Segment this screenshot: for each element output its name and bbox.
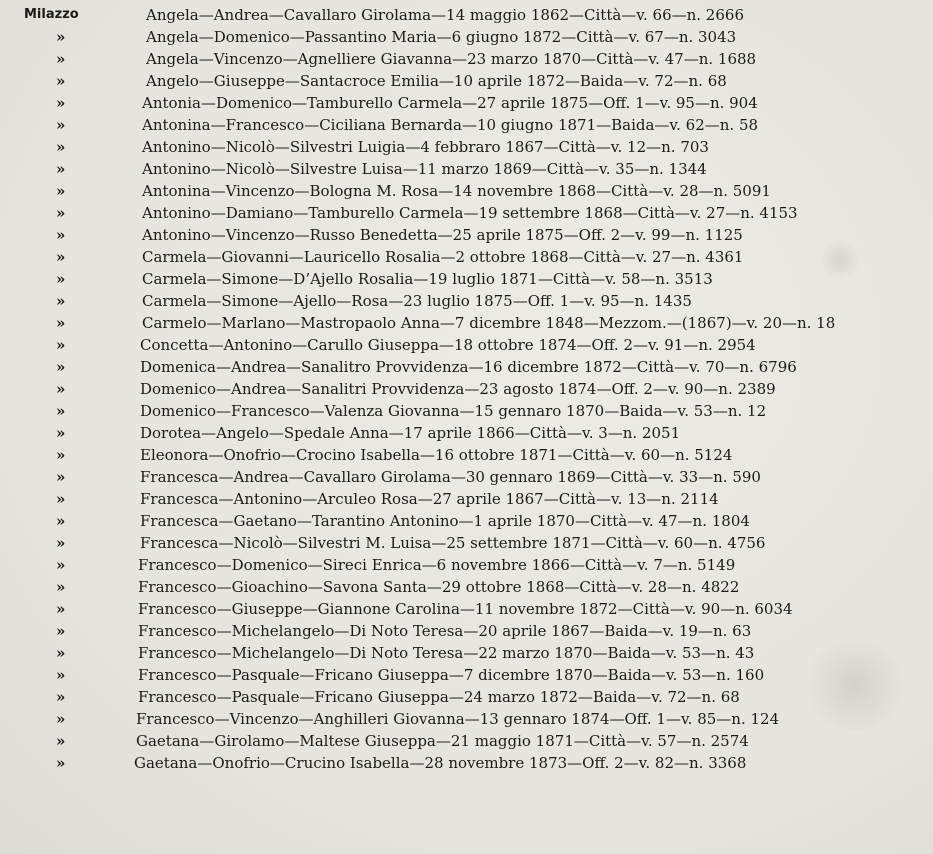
list-item [0, 686, 933, 708]
ditto-mark: » [56, 380, 66, 398]
ditto-mark: » [56, 468, 66, 486]
entry-text: Antonino—Vincenzo—Russo Benedetta—25 aprile 1875—Off. 2—v. 99—n. 1125 [142, 226, 743, 244]
list-item [0, 576, 933, 598]
list-item [0, 510, 933, 532]
entry-text: Carmelo—Marlano—Mastropaolo Anna—7 dicembre 1848—Mezzom.—(1867)—v. 20—n. 18 [142, 314, 836, 332]
ditto-mark: » [56, 28, 66, 46]
entry-text: Francesca—Antonino—Arculeo Rosa—27 aprile 1867—Città—v. 13—n. 2114 [140, 490, 719, 508]
entry-text: Gaetana—Onofrio—Crucino Isabella—28 novembre 1873—Off. 2—v. 82—n. 3368 [134, 754, 747, 772]
entry-text: Antonina—Vincenzo—Bologna M. Rosa—14 novembre 1868—Città—v. 28—n. 5091 [142, 182, 771, 200]
ditto-mark: » [56, 94, 66, 112]
surname-heading: Milazzo [24, 7, 79, 22]
ditto-mark: » [56, 732, 66, 750]
list-item [0, 26, 933, 48]
ditto-mark: » [56, 182, 66, 200]
ditto-mark: » [56, 644, 66, 662]
entry-text: Antonino—Damiano—Tamburello Carmela—19 settembre 1868—Città—v. 27—n. 4153 [142, 204, 798, 222]
entry-text: Antonino—Nicolò—Silvestre Luisa—11 marzo 1869—Città—v. 35—n. 1344 [142, 160, 707, 178]
list-item [0, 598, 933, 620]
entry-text: Antonia—Domenico—Tamburello Carmela—27 aprile 1875—Off. 1—v. 95—n. 904 [142, 94, 758, 112]
entry-text: Francesca—Nicolò—Silvestri M. Luisa—25 settembre 1871—Città—v. 60—n. 4756 [140, 534, 766, 552]
ditto-mark: » [56, 688, 66, 706]
entry-text: Domenica—Andrea—Sanalitro Provvidenza—16 dicembre 1872—Città—v. 70—n. 6796 [140, 358, 797, 376]
list-item [0, 378, 933, 400]
entry-text: Francesco—Michelangelo—Di Noto Teresa—22 marzo 1870—Baida—v. 53—n. 43 [138, 644, 755, 662]
ditto-mark: » [56, 490, 66, 508]
ditto-mark: » [56, 578, 66, 596]
list-item [0, 334, 933, 356]
list-item [0, 202, 933, 224]
entry-text: Francesco—Michelangelo—Di Noto Teresa—20 aprile 1867—Baida—v. 19—n. 63 [138, 622, 752, 640]
list-item [0, 136, 933, 158]
list-item [0, 180, 933, 202]
entry-text: Domenico—Andrea—Sanalitri Provvidenza—23 agosto 1874—Off. 2—v. 90—n. 2389 [140, 380, 776, 398]
list-item [0, 466, 933, 488]
list-item [0, 554, 933, 576]
list-item [0, 356, 933, 378]
ditto-mark: » [56, 50, 66, 68]
list-item [0, 290, 933, 312]
entry-text: Angelo—Giuseppe—Santacroce Emilia—10 aprile 1872—Baida—v. 72—n. 68 [146, 72, 727, 90]
ditto-mark: » [56, 534, 66, 552]
list-item [0, 158, 933, 180]
list-item [0, 224, 933, 246]
ditto-mark: » [56, 556, 66, 574]
entry-text: Francesco—Giuseppe—Giannone Carolina—11 novembre 1872—Città—v. 90—n. 6034 [138, 600, 793, 618]
ditto-mark: » [56, 336, 66, 354]
list-item [0, 532, 933, 554]
entry-text: Carmela—Simone—Ajello—Rosa—23 luglio 1875—Off. 1—v. 95—n. 1435 [142, 292, 692, 310]
entry-text: Dorotea—Angelo—Spedale Anna—17 aprile 1866—Città—v. 3—n. 2051 [140, 424, 681, 442]
entry-text: Eleonora—Onofrio—Crocino Isabella—16 ottobre 1871—Città—v. 60—n. 5124 [140, 446, 733, 464]
list-item [0, 488, 933, 510]
entry-text: Antonino—Nicolò—Silvestri Luigia—4 febbraro 1867—Città—v. 12—n. 703 [142, 138, 709, 156]
ditto-mark: » [56, 314, 66, 332]
list-item [0, 664, 933, 686]
entry-text: Angela—Vincenzo—Agnelliere Giavanna—23 marzo 1870—Città—v. 47—n. 1688 [146, 50, 757, 68]
entry-text: Gaetana—Girolamo—Maltese Giuseppa—21 maggio 1871—Città—v. 57—n. 2574 [136, 732, 749, 750]
entry-text: Domenico—Francesco—Valenza Giovanna—15 gennaro 1870—Baida—v. 53—n. 12 [140, 402, 767, 420]
ditto-mark: » [56, 292, 66, 310]
ditto-mark: » [56, 622, 66, 640]
list-item [0, 312, 933, 334]
list-item [0, 92, 933, 114]
ditto-mark: » [56, 358, 66, 376]
entry-text: Carmela—Giovanni—Lauricello Rosalia—2 ottobre 1868—Città—v. 27—n. 4361 [142, 248, 744, 266]
list-item [0, 400, 933, 422]
entry-text: Francesca—Andrea—Cavallaro Girolama—30 gennaro 1869—Città—v. 33—n. 590 [140, 468, 761, 486]
list-item [0, 752, 933, 774]
ditto-mark: » [56, 754, 66, 772]
entry-text: Angela—Domenico—Passantino Maria—6 giugno 1872—Città—v. 67—n. 3043 [146, 28, 737, 46]
entry-text: Carmela—Simone—D’Ajello Rosalia—19 luglio 1871—Città—v. 58—n. 3513 [142, 270, 713, 288]
ditto-mark: » [56, 512, 66, 530]
list-item [0, 4, 933, 26]
ditto-mark: » [56, 72, 66, 90]
ditto-mark: » [56, 248, 66, 266]
entry-text: Francesco—Pasquale—Fricano Giuseppa—7 dicembre 1870—Baida—v. 53—n. 160 [138, 666, 765, 684]
list-item [0, 642, 933, 664]
list-item [0, 70, 933, 92]
entry-text: Francesco—Domenico—Sireci Enrica—6 novembre 1866—Città—v. 7—n. 5149 [138, 556, 736, 574]
entry-text: Francesco—Pasquale—Fricano Giuseppa—24 marzo 1872—Baida—v. 72—n. 68 [138, 688, 740, 706]
list-item [0, 48, 933, 70]
entry-text: Concetta—Antonino—Carullo Giuseppa—18 ottobre 1874—Off. 2—v. 91—n. 2954 [140, 336, 756, 354]
entry-text: Angela—Andrea—Cavallaro Girolama—14 maggio 1862—Città—v. 66—n. 2666 [146, 6, 744, 24]
ditto-mark: » [56, 270, 66, 288]
list-item [0, 422, 933, 444]
entry-text: Francesca—Gaetano—Tarantino Antonino—1 aprile 1870—Città—v. 47—n. 1804 [140, 512, 750, 530]
ditto-mark: » [56, 402, 66, 420]
list-item [0, 620, 933, 642]
ditto-mark: » [56, 138, 66, 156]
entry-text: Francesco—Gioachino—Savona Santa—29 ottobre 1868—Città—v. 28—n. 4822 [138, 578, 740, 596]
ditto-mark: » [56, 204, 66, 222]
list-item [0, 114, 933, 136]
entry-text: Antonina—Francesco—Ciciliana Bernarda—10 giugno 1871—Baida—v. 62—n. 58 [142, 116, 759, 134]
ditto-mark: » [56, 710, 66, 728]
ditto-mark: » [56, 600, 66, 618]
ditto-mark: » [56, 116, 66, 134]
ditto-mark: » [56, 424, 66, 442]
list-item [0, 708, 933, 730]
ditto-mark: » [56, 160, 66, 178]
list-item [0, 444, 933, 466]
entry-text: Francesco—Vincenzo—Anghilleri Giovanna—13 gennaro 1874—Off. 1—v. 85—n. 124 [136, 710, 780, 728]
ditto-mark: » [56, 226, 66, 244]
ditto-mark: » [56, 446, 66, 464]
ditto-mark: » [56, 666, 66, 684]
list-item [0, 246, 933, 268]
list-item [0, 268, 933, 290]
list-item [0, 730, 933, 752]
